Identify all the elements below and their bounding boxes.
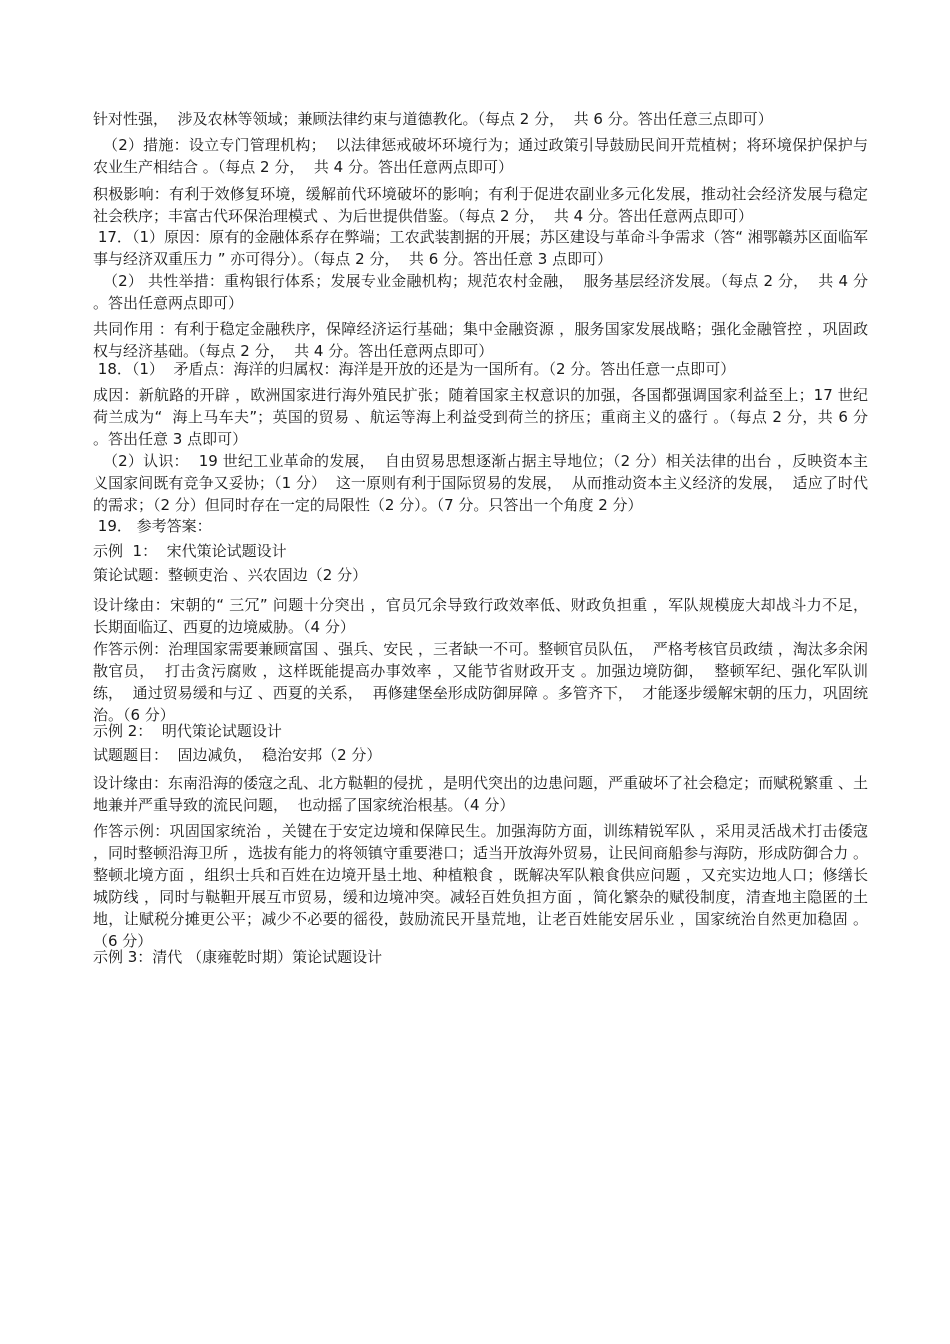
answer-17-reasons: 17．（1）原因：原有的金融体系存在弊端；工农武装割据的开展；苏区建设与革命斗争需求（答“ 湘鄂赣苏区面临军事与经济双重压力 ” 亦可得分）。（每点 2 分， 共 6 分。答出任意 3 点即可） [93,228,868,268]
example-1-title: 示例 1： 宋代策论试题设计 [93,542,287,560]
example-3-title: 示例 3：清代 （康雍乾时期）策论试题设计 [93,948,383,966]
answer-18-understanding: （2）认识： 19 世纪工业革命的发展， 自由贸易思想逐渐占据主导地位；（2 分）相关法律的出台 ，反映资本主义国家间既有竞争又妥协；（1 分） 这一原则有利于国际贸易的发展， 从而推动资本主义经济的发展， 适应了时代的需求；（2 分）但同时存在一定的局限性（2 分）。（7 分。只答出一个角度 2 分） [93,452,868,514]
example-2-topic: 试题题目： 固边减负， 稳治安邦（2 分） [93,746,382,764]
answer-17-effects: 共同作用 ：有利于稳定金融秩序，保障经济运行基础；集中金融资源 ，服务国家发展战略；强化金融管控 ，巩固政权与经济基础。（每点 2 分， 共 4 分。答出任意两点即可） [93,320,868,360]
answer-18-conflict: 18．（1） 矛盾点：海洋的归属权：海洋是开放的还是为一国所有。（2 分。答出任意一点即可） [93,360,736,378]
answer-17-measures: （2） 共性举措：重构银行体系；发展专业金融机构；规范农村金融， 服务基层经济发展。（每点 2 分， 共 4 分 。答出任意两点即可） [93,272,873,312]
answer-16-impact: 积极影响：有利于效修复环境，缓解前代环境破坏的影响；有利于促进农副业多元化发展，推动社会经济发展与稳定社会秩序；丰富古代环保治理模式 、为后世提供借鉴。（每点 2 分， 共 4 分。答出任意两点即可） [93,185,868,225]
answer-19-heading: 19． 参考答案： [93,517,212,535]
example-1-answer: 作答示例：治理国家需要兼顾富国 、强兵、安民 ，三者缺一不可。整顿官员队伍， 严格考核官员政绩 ，淘汰多余闲散官员， 打击贪污腐败 ，这样既能提高办事效率 ，又能节省财政开支 。加强边境防御， 整顿军纪、强化军队训练， 通过贸易缓和与辽 、西夏的关系， 再修建堡垒形成防御屏障 。多管齐下， 才能逐步缓解宋朝的压力，巩固统治。（6 分） [93,640,868,724]
example-2-title: 示例 2： 明代策论试题设计 [93,722,282,740]
answer-16-features-tail: 针对性强， 涉及农林等领域；兼顾法律约束与道德教化。（每点 2 分， 共 6 分。答出任意三点即可） [93,110,773,128]
example-2-rationale: 设计缘由：东南沿海的倭寇之乱、北方鞑靼的侵扰 ，是明代突出的边患问题，严重破坏了社会稳定；而赋税繁重 、土地兼并严重导致的流民问题， 也动摇了国家统治根基。（4 分） [93,774,868,814]
example-2-answer: 作答示例：巩固国家统治 ，关键在于安定边境和保障民生。加强海防方面，训练精锐军队 ，采用灵活战术打击倭寇 ，同时整顿沿海卫所 ，选拔有能力的将领镇守重要港口；适当开放海外贸易，让民间商船参与海防，形成防御合力 。整顿北境方面 ，组织士兵和百姓在边境开垦土地、种植粮食 ，既解决军队粮食供应问题 ，又充实边地人口；修缮长城防线 ，同时与鞑靼开展互市贸易，缓和边境冲突。减轻百姓负担方面 ，简化繁杂的赋役制度，清查地主隐匿的土地，让赋税分摊更公平；减少不必要的徭役，鼓励流民开垦荒地，让老百姓能安居乐业 ，国家统治自然更加稳固 。（6 分） [93,822,873,950]
example-1-rationale: 设计缘由：宋朝的“ 三冗” 问题十分突出 ，官员冗余导致行政效率低、财政负担重 ，军队规模庞大却战斗力不足， 长期面临辽、西夏的边境威胁。（4 分） [93,596,878,636]
example-1-topic: 策论试题：整顿吏治 、兴农固边（2 分） [93,566,368,584]
answer-18-causes: 成因：新航路的开辟 ，欧洲国家进行海外殖民扩张；随着国家主权意识的加强，各国都强调国家利益至上；17 世纪荷兰成为“ 海上马车夫”；英国的贸易 、航运等海上利益受到荷兰的挤压；重商主义的盛行 。（每点 2 分，共 6 分 。答出任意 3 点即可） [93,386,873,448]
answer-16-measures: （2）措施：设立专门管理机构； 以法律惩戒破坏环境行为；通过政策引导鼓励民间开荒植树；将环境保护保护与农业生产相结合 。（每点 2 分， 共 4 分。答出任意两点即可） [93,136,868,176]
